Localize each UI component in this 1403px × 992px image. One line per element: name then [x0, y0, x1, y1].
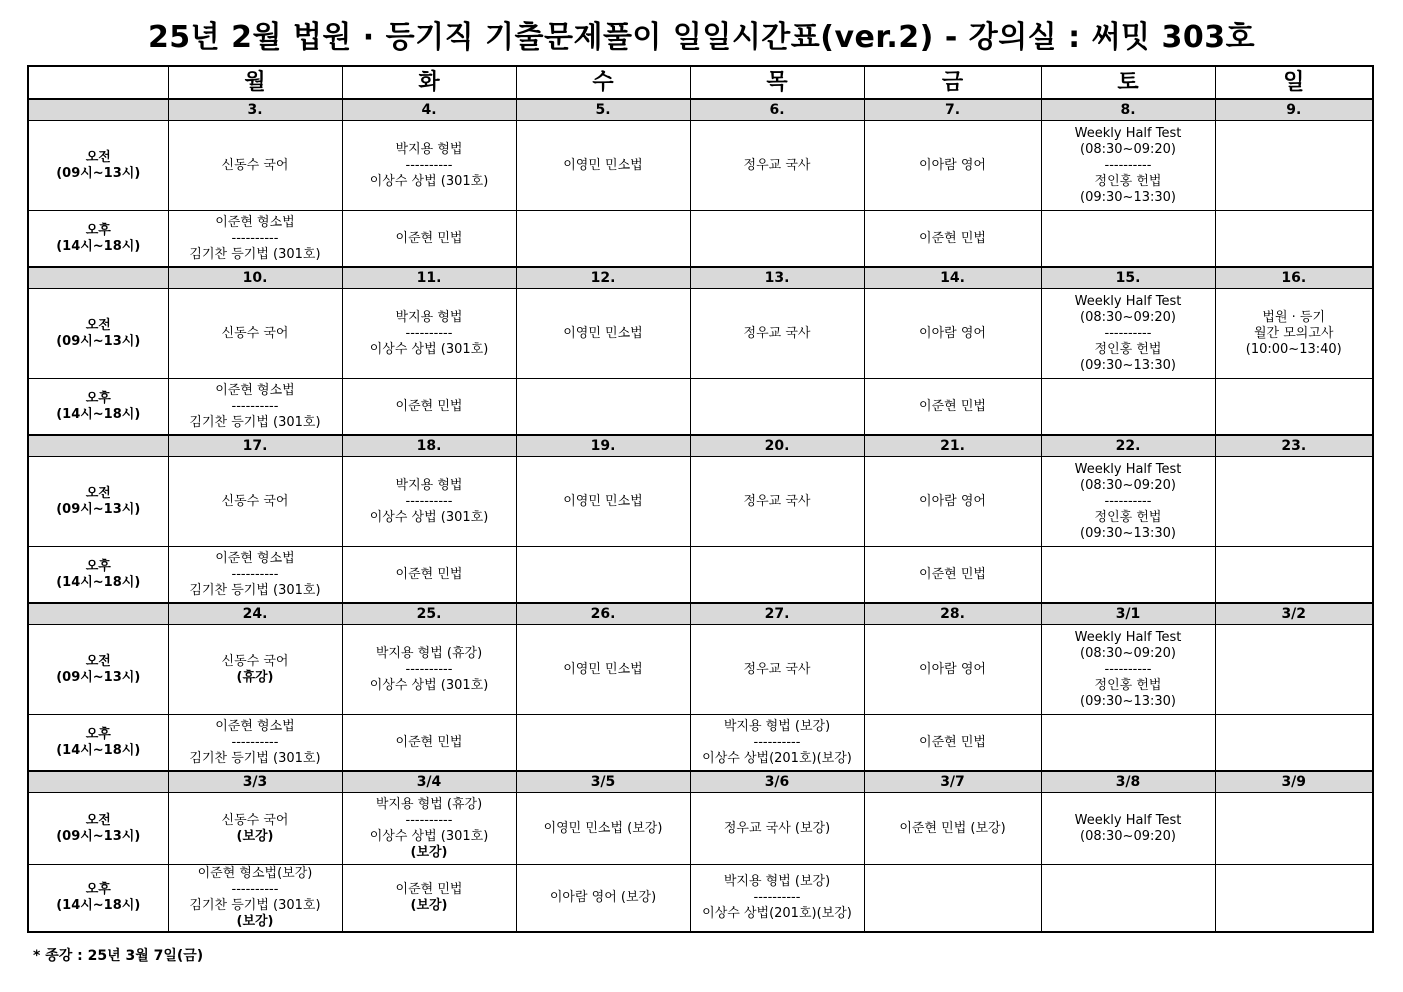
- class-line: 이준현 형소법: [215, 550, 295, 566]
- period-label-line: (14시~18시): [56, 574, 141, 590]
- date-cell: 14.: [864, 267, 1041, 289]
- class-cell: [1041, 547, 1215, 604]
- class-line: 박지용 형법 (휴강): [375, 796, 483, 812]
- class-cell: [516, 715, 690, 772]
- class-line: 이준현 형소법(보강): [197, 866, 313, 881]
- morning-row: [28, 625, 1373, 715]
- class-line: Weekly Half Test: [1074, 125, 1182, 141]
- morning-row: [28, 457, 1373, 547]
- class-line: (09:30~13:30): [1080, 525, 1176, 541]
- class-line: ----------: [1104, 157, 1152, 173]
- afternoon-row: [28, 547, 1373, 604]
- class-cell: [864, 379, 1041, 436]
- class-cell: [864, 865, 1041, 933]
- period-label-line: 오전: [85, 653, 111, 669]
- class-line: ----------: [405, 493, 453, 509]
- class-cell: [168, 289, 342, 379]
- class-cell: [342, 457, 516, 547]
- class-cell: [1041, 379, 1215, 436]
- date-cell: 12.: [516, 267, 690, 289]
- afternoon-period-label: [28, 865, 168, 933]
- class-cell: [690, 793, 864, 865]
- class-line: (보강): [236, 914, 274, 929]
- class-cell: [342, 379, 516, 436]
- class-line: 이준현 민법: [395, 734, 463, 750]
- class-cell: [342, 625, 516, 715]
- header-corner-cell: [28, 66, 168, 99]
- class-cell: [516, 625, 690, 715]
- page-title: 25년 2월 법원 · 등기직 기출문제풀이 일일시간표(ver.2) - 강의실 : 써밋 303호: [147, 20, 1256, 55]
- class-cell: [690, 457, 864, 547]
- class-line: ----------: [1104, 493, 1152, 509]
- class-cell: [168, 865, 342, 933]
- period-label-line: 오전: [85, 485, 111, 501]
- class-line: 정우교 국사: [743, 493, 811, 509]
- class-line: 박지용 형법 (보강): [723, 874, 831, 889]
- date-cell: 5.: [516, 99, 690, 121]
- date-cell: 10.: [168, 267, 342, 289]
- date-row: [28, 267, 1373, 289]
- class-line: 이아람 영어: [919, 157, 986, 173]
- class-line: (09:30~13:30): [1080, 693, 1176, 709]
- date-row-corner: [28, 435, 168, 457]
- class-line: (보강): [410, 844, 448, 860]
- class-line: 정우교 국사: [743, 661, 811, 677]
- class-line: 신동수 국어: [221, 812, 289, 828]
- date-cell: 3/8: [1041, 771, 1215, 793]
- class-cell: [1041, 289, 1215, 379]
- weekday-header-sat: 토: [1041, 66, 1215, 99]
- class-line: ----------: [405, 325, 453, 341]
- class-line: (08:30~09:20): [1080, 645, 1176, 661]
- class-cell: [1215, 289, 1373, 379]
- date-cell: 27.: [690, 603, 864, 625]
- class-cell: [1215, 625, 1373, 715]
- morning-row: [28, 793, 1373, 865]
- class-line: 박지용 형법: [395, 141, 463, 157]
- class-line: 정인홍 헌법: [1094, 173, 1162, 189]
- class-line: 정우교 국사: [743, 157, 811, 173]
- class-line: 이준현 민법: [919, 398, 986, 414]
- class-line: 정우교 국사: [743, 325, 811, 341]
- period-label-line: (09시~13시): [56, 501, 141, 517]
- date-cell: 28.: [864, 603, 1041, 625]
- period-label-line: (09시~13시): [56, 165, 141, 181]
- class-line: 신동수 국어: [221, 325, 289, 341]
- class-cell: [168, 457, 342, 547]
- date-row-corner: [28, 771, 168, 793]
- class-cell: [864, 715, 1041, 772]
- class-line: 이준현 민법: [395, 882, 463, 897]
- date-cell: 13.: [690, 267, 864, 289]
- class-cell: [516, 379, 690, 436]
- class-line: 이준현 민법: [395, 398, 463, 414]
- class-cell: [1041, 793, 1215, 865]
- class-line: 김기찬 등기법 (301호): [189, 898, 321, 913]
- class-cell: [1215, 457, 1373, 547]
- class-line: ----------: [405, 661, 453, 677]
- date-cell: 8.: [1041, 99, 1215, 121]
- class-cell: [690, 865, 864, 933]
- class-line: 이준현 민법: [919, 230, 986, 246]
- class-cell: [690, 379, 864, 436]
- class-cell: [1215, 121, 1373, 211]
- period-label-line: (09시~13시): [56, 828, 141, 844]
- date-cell: 11.: [342, 267, 516, 289]
- afternoon-period-label: [28, 379, 168, 436]
- date-cell: 18.: [342, 435, 516, 457]
- class-line: 박지용 형법 (보강): [723, 718, 831, 734]
- date-cell: 7.: [864, 99, 1041, 121]
- class-cell: [864, 121, 1041, 211]
- date-cell: 3/2: [1215, 603, 1373, 625]
- class-line: 이상수 상법(201호)(보강): [702, 906, 852, 921]
- class-line: 이상수 상법 (301호): [369, 828, 489, 844]
- date-cell: 3/4: [342, 771, 516, 793]
- weekday-header-row: [28, 66, 1373, 99]
- class-cell: [690, 547, 864, 604]
- date-cell: 22.: [1041, 435, 1215, 457]
- date-row-corner: [28, 603, 168, 625]
- class-line: 이영민 민소법: [563, 157, 643, 173]
- class-cell: [864, 547, 1041, 604]
- class-line: (보강): [236, 828, 274, 844]
- class-cell: [690, 211, 864, 268]
- class-line: (08:30~09:20): [1080, 828, 1176, 844]
- period-label-line: (09시~13시): [56, 333, 141, 349]
- morning-period-label: [28, 457, 168, 547]
- period-label-line: (14시~18시): [56, 742, 141, 758]
- afternoon-row: [28, 211, 1373, 268]
- afternoon-row: [28, 865, 1373, 933]
- class-cell: [1041, 625, 1215, 715]
- class-line: 이상수 상법 (301호): [369, 677, 489, 693]
- class-line: (휴강): [236, 669, 274, 685]
- timetable-body: [28, 66, 1373, 932]
- class-cell: [1041, 865, 1215, 933]
- date-cell: 17.: [168, 435, 342, 457]
- date-cell: 3/6: [690, 771, 864, 793]
- class-cell: [1041, 715, 1215, 772]
- period-label-line: 오전: [85, 317, 111, 333]
- class-cell: [342, 793, 516, 865]
- class-cell: [1041, 457, 1215, 547]
- class-cell: [516, 457, 690, 547]
- period-label-line: (09시~13시): [56, 669, 141, 685]
- date-cell: 3.: [168, 99, 342, 121]
- class-cell: [342, 211, 516, 268]
- class-cell: [1215, 211, 1373, 268]
- morning-period-label: [28, 793, 168, 865]
- class-line: (08:30~09:20): [1080, 141, 1176, 157]
- date-row: [28, 771, 1373, 793]
- class-line: ----------: [231, 566, 279, 582]
- morning-row: [28, 289, 1373, 379]
- class-cell: [864, 457, 1041, 547]
- date-row: [28, 99, 1373, 121]
- class-line: (10:00~13:40): [1245, 341, 1342, 357]
- class-line: 이준현 민법: [919, 566, 986, 582]
- period-label-line: 오후: [85, 222, 111, 238]
- class-cell: [1215, 379, 1373, 436]
- class-line: 이아람 영어: [919, 493, 986, 509]
- class-line: 이상수 상법(201호)(보강): [702, 750, 852, 766]
- class-cell: [342, 865, 516, 933]
- class-line: Weekly Half Test: [1074, 812, 1182, 828]
- class-line: Weekly Half Test: [1074, 461, 1182, 477]
- afternoon-row: [28, 379, 1373, 436]
- class-cell: [516, 121, 690, 211]
- class-cell: [168, 121, 342, 211]
- class-cell: [864, 625, 1041, 715]
- class-line: 신동수 국어: [221, 653, 289, 669]
- class-cell: [864, 289, 1041, 379]
- class-cell: [168, 715, 342, 772]
- date-cell: 16.: [1215, 267, 1373, 289]
- class-line: 이준현 민법: [395, 230, 463, 246]
- date-cell: 26.: [516, 603, 690, 625]
- class-line: 김기찬 등기법 (301호): [189, 246, 321, 262]
- class-cell: [516, 547, 690, 604]
- date-cell: 9.: [1215, 99, 1373, 121]
- date-cell: 4.: [342, 99, 516, 121]
- class-line: 법원 · 등기: [1262, 309, 1326, 325]
- class-line: Weekly Half Test: [1074, 629, 1182, 645]
- date-cell: 15.: [1041, 267, 1215, 289]
- date-cell: 3/5: [516, 771, 690, 793]
- class-cell: [342, 121, 516, 211]
- class-line: 이아람 영어 (보강): [549, 890, 657, 905]
- date-row-corner: [28, 99, 168, 121]
- date-cell: 25.: [342, 603, 516, 625]
- class-line: 이아람 영어: [919, 325, 986, 341]
- class-line: ----------: [1104, 661, 1152, 677]
- class-line: 신동수 국어: [221, 493, 289, 509]
- class-cell: [342, 289, 516, 379]
- class-cell: [864, 211, 1041, 268]
- class-line: 월간 모의고사: [1254, 325, 1334, 341]
- date-cell: 24.: [168, 603, 342, 625]
- morning-period-label: [28, 289, 168, 379]
- period-label-line: (14시~18시): [56, 898, 141, 913]
- afternoon-period-label: [28, 715, 168, 772]
- period-label-line: 오후: [85, 882, 111, 897]
- class-line: (09:30~13:30): [1080, 189, 1176, 205]
- class-line: 이아람 영어: [919, 661, 986, 677]
- class-line: 이영민 민소법: [563, 493, 643, 509]
- class-cell: [1041, 121, 1215, 211]
- date-cell: 19.: [516, 435, 690, 457]
- period-label-line: (14시~18시): [56, 406, 141, 422]
- class-line: 정인홍 헌법: [1094, 677, 1162, 693]
- class-line: 박지용 형법: [395, 309, 463, 325]
- class-line: ----------: [231, 882, 279, 897]
- morning-period-label: [28, 121, 168, 211]
- class-cell: [516, 865, 690, 933]
- period-label-line: (14시~18시): [56, 238, 141, 254]
- class-line: 박지용 형법 (휴강): [375, 645, 483, 661]
- date-cell: 3/7: [864, 771, 1041, 793]
- weekday-header-sun: 일: [1215, 66, 1373, 99]
- weekday-header-fri: 금: [864, 66, 1041, 99]
- weekday-header-tue: 화: [342, 66, 516, 99]
- afternoon-period-label: [28, 211, 168, 268]
- class-line: 이상수 상법 (301호): [369, 173, 489, 189]
- period-label-line: 오전: [85, 812, 111, 828]
- class-cell: [516, 793, 690, 865]
- class-line: (보강): [410, 898, 448, 913]
- period-label-line: 오전: [85, 149, 111, 165]
- class-line: 이영민 민소법: [563, 325, 643, 341]
- morning-row: [28, 121, 1373, 211]
- date-cell: 3/3: [168, 771, 342, 793]
- date-cell: 21.: [864, 435, 1041, 457]
- class-cell: [1215, 547, 1373, 604]
- date-row: [28, 435, 1373, 457]
- class-line: 박지용 형법: [395, 477, 463, 493]
- class-cell: [342, 547, 516, 604]
- class-cell: [168, 211, 342, 268]
- weekday-header-wed: 수: [516, 66, 690, 99]
- class-line: ----------: [231, 230, 279, 246]
- weekday-header-mon: 월: [168, 66, 342, 99]
- date-cell: 3/9: [1215, 771, 1373, 793]
- class-line: 이준현 형소법: [215, 214, 295, 230]
- class-line: 정인홍 헌법: [1094, 509, 1162, 525]
- class-cell: [690, 625, 864, 715]
- class-line: (08:30~09:20): [1080, 477, 1176, 493]
- class-cell: [516, 289, 690, 379]
- class-line: 이상수 상법 (301호): [369, 341, 489, 357]
- date-cell: 20.: [690, 435, 864, 457]
- class-line: ----------: [405, 812, 453, 828]
- class-line: ----------: [405, 157, 453, 173]
- class-cell: [342, 715, 516, 772]
- class-line: 이준현 형소법: [215, 382, 295, 398]
- class-cell: [1215, 715, 1373, 772]
- period-label-line: 오후: [85, 390, 111, 406]
- class-cell: [1215, 793, 1373, 865]
- date-row: [28, 603, 1373, 625]
- class-cell: [690, 715, 864, 772]
- afternoon-row: [28, 715, 1373, 772]
- class-cell: [168, 625, 342, 715]
- class-line: 김기찬 등기법 (301호): [189, 582, 321, 598]
- period-label-line: 오후: [85, 726, 111, 742]
- class-line: 이준현 민법: [919, 734, 986, 750]
- date-cell: 23.: [1215, 435, 1373, 457]
- class-line: 김기찬 등기법 (301호): [189, 750, 321, 766]
- class-line: 이준현 민법: [395, 566, 463, 582]
- class-line: 김기찬 등기법 (301호): [189, 414, 321, 430]
- class-cell: [1041, 211, 1215, 268]
- morning-period-label: [28, 625, 168, 715]
- class-cell: [690, 289, 864, 379]
- class-line: 정우교 국사 (보강): [723, 820, 831, 836]
- class-line: 이상수 상법 (301호): [369, 509, 489, 525]
- class-line: 정인홍 헌법: [1094, 341, 1162, 357]
- class-line: 이준현 형소법: [215, 718, 295, 734]
- class-line: Weekly Half Test: [1074, 293, 1182, 309]
- class-line: 이영민 민소법: [563, 661, 643, 677]
- end-of-course-note: * 종강 : 25년 3월 7일(금): [33, 948, 204, 964]
- class-cell: [168, 379, 342, 436]
- class-line: ----------: [1104, 325, 1152, 341]
- period-label-line: 오후: [85, 558, 111, 574]
- class-cell: [864, 793, 1041, 865]
- class-cell: [168, 793, 342, 865]
- class-line: ----------: [753, 734, 801, 750]
- class-cell: [168, 547, 342, 604]
- weekday-header-thu: 목: [690, 66, 864, 99]
- timetable: [27, 65, 1374, 933]
- class-line: ----------: [753, 890, 801, 905]
- class-line: 이영민 민소법 (보강): [543, 820, 663, 836]
- class-line: (09:30~13:30): [1080, 357, 1176, 373]
- class-line: 이준현 민법 (보강): [899, 820, 1006, 836]
- class-line: ----------: [231, 734, 279, 750]
- class-line: ----------: [231, 398, 279, 414]
- class-cell: [1215, 865, 1373, 933]
- date-row-corner: [28, 267, 168, 289]
- class-line: (08:30~09:20): [1080, 309, 1176, 325]
- date-cell: 6.: [690, 99, 864, 121]
- class-line: 신동수 국어: [221, 157, 289, 173]
- class-cell: [690, 121, 864, 211]
- date-cell: 3/1: [1041, 603, 1215, 625]
- afternoon-period-label: [28, 547, 168, 604]
- class-cell: [516, 211, 690, 268]
